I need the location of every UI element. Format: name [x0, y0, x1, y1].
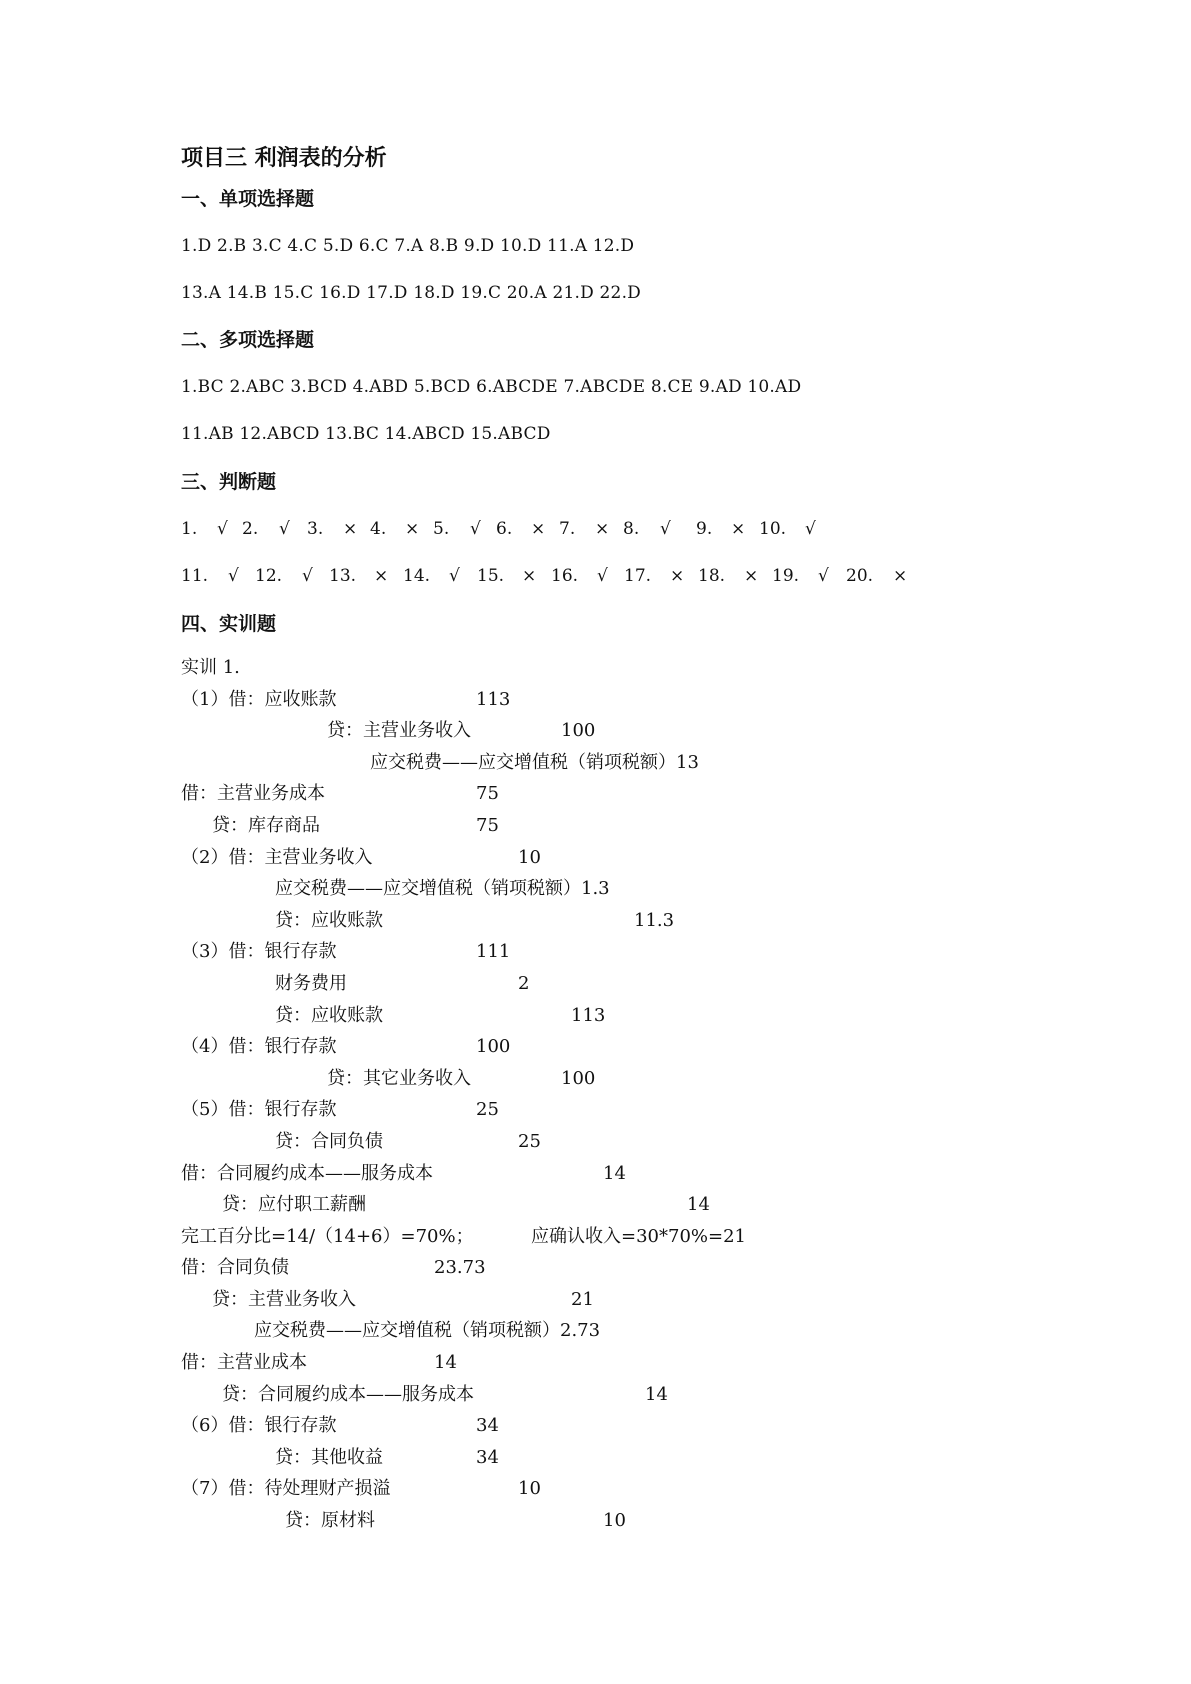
- journal-line-text: 应交税费——应交增值税（销项税额）13: [370, 751, 699, 773]
- journal-line: [0, 684, 1191, 716]
- section-heading-multiple-choice: 二、多项选择题: [181, 329, 315, 351]
- tf-number: 18.: [698, 566, 726, 586]
- journal-line-amount: 11.3: [634, 909, 675, 931]
- tf-mark: √: [470, 519, 481, 539]
- practice-label-line: [0, 652, 1191, 684]
- multiple-choice-answers-line-2: 11.AB 12.ABCD 13.BC 14.ABCD 15.ABCD: [181, 424, 551, 444]
- journal-line-text: 贷：其他收益: [275, 1446, 383, 1468]
- journal-line-text: 应交税费——应交增值税（销项税额）2.73: [254, 1320, 601, 1342]
- tf-mark: √: [217, 519, 228, 539]
- journal-line-amount: 14: [603, 1162, 626, 1184]
- tf-mark: √: [302, 566, 313, 586]
- tf-mark: √: [279, 519, 290, 539]
- journal-line-text: 完工百分比=14/（14+6）=70%；: [181, 1225, 474, 1247]
- journal-line-amount: 23.73: [434, 1257, 486, 1279]
- journal-line-amount: 14: [434, 1352, 457, 1374]
- tf-number: 2.: [242, 519, 259, 539]
- journal-line-amount: 10: [518, 1478, 541, 1500]
- journal-line: [0, 1379, 1191, 1411]
- journal-line: [0, 1221, 1191, 1253]
- journal-line: [0, 747, 1191, 779]
- journal-line: [0, 968, 1191, 1000]
- tf-mark: ×: [522, 566, 537, 586]
- tf-mark: √: [228, 566, 239, 586]
- journal-line-text: 贷：应收账款: [275, 1004, 383, 1026]
- journal-line-text: 借：主营业务成本: [181, 783, 325, 805]
- journal-line: [0, 1000, 1191, 1032]
- tf-mark: ×: [893, 566, 908, 586]
- tf-number: 3.: [307, 519, 324, 539]
- tf-mark: √: [660, 519, 671, 539]
- tf-mark: √: [805, 519, 816, 539]
- journal-line-amount: 10: [518, 846, 541, 868]
- tf-mark: ×: [374, 566, 389, 586]
- journal-line: [0, 1252, 1191, 1284]
- journal-line-text: 贷：合同负债: [275, 1130, 383, 1152]
- page-title: 项目三 利润表的分析: [181, 146, 387, 171]
- single-choice-answers-line-1: 1.D 2.B 3.C 4.C 5.D 6.C 7.A 8.B 9.D 10.D 11.A 12.D: [181, 236, 635, 256]
- journal-line-amount: 113: [571, 1004, 606, 1026]
- tf-mark: ×: [744, 566, 759, 586]
- tf-mark: ×: [670, 566, 685, 586]
- tf-number: 12.: [255, 566, 283, 586]
- journal-line-text: 财务费用: [275, 972, 347, 994]
- journal-line: [0, 1410, 1191, 1442]
- tf-number: 16.: [551, 566, 579, 586]
- journal-line: [0, 1347, 1191, 1379]
- journal-line-amount: 113: [476, 688, 511, 710]
- tf-number: 4.: [370, 519, 387, 539]
- journal-line-text: 贷：其它业务收入: [327, 1067, 471, 1089]
- journal-line-text: 贷：应收账款: [275, 909, 383, 931]
- journal-line: [0, 873, 1191, 905]
- tf-mark: ×: [343, 519, 358, 539]
- journal-line-amount: 25: [476, 1099, 499, 1121]
- tf-mark: ×: [405, 519, 420, 539]
- journal-line: [0, 905, 1191, 937]
- true-false-answers-row-1: [181, 517, 981, 541]
- journal-line-text: （5）借：银行存款: [181, 1099, 337, 1121]
- journal-line-amount: 75: [476, 814, 499, 836]
- journal-line-text: 贷：库存商品: [212, 814, 320, 836]
- tf-number: 6.: [496, 519, 513, 539]
- journal-line-text: 贷：合同履约成本——服务成本: [222, 1383, 474, 1405]
- tf-number: 5.: [433, 519, 450, 539]
- journal-line-amount: 111: [476, 941, 511, 963]
- journal-line: [0, 715, 1191, 747]
- journal-line-amount: 75: [476, 783, 499, 805]
- journal-line-amount: 21: [571, 1288, 594, 1310]
- tf-number: 11.: [181, 566, 209, 586]
- journal-line-amount: 100: [476, 1036, 511, 1058]
- journal-line-text: 借：合同负债: [181, 1257, 289, 1279]
- journal-line-text: 贷：原材料: [285, 1510, 375, 1532]
- journal-line-text: （3）借：银行存款: [181, 941, 337, 963]
- journal-line-text: 应交税费——应交增值税（销项税额）1.3: [275, 878, 610, 900]
- journal-line: [0, 810, 1191, 842]
- journal-line: [0, 1063, 1191, 1095]
- journal-line: [0, 1158, 1191, 1190]
- tf-number: 9.: [696, 519, 713, 539]
- tf-number: 20.: [846, 566, 874, 586]
- journal-line: [0, 1094, 1191, 1126]
- tf-number: 17.: [624, 566, 652, 586]
- journal-entries: [0, 652, 1191, 1537]
- journal-line: [0, 936, 1191, 968]
- tf-mark: ×: [595, 519, 610, 539]
- journal-line-text: 贷：主营业务收入: [327, 720, 471, 742]
- journal-line-amount: 14: [645, 1383, 668, 1405]
- tf-mark: ×: [731, 519, 746, 539]
- journal-line-amount: 25: [518, 1130, 541, 1152]
- tf-number: 15.: [477, 566, 505, 586]
- section-heading-single-choice: 一、单项选择题: [181, 188, 315, 210]
- journal-line-text: （4）借：银行存款: [181, 1036, 337, 1058]
- journal-line: [0, 1315, 1191, 1347]
- journal-line-text: （1）借：应收账款: [181, 688, 337, 710]
- journal-line-amount: 14: [687, 1194, 710, 1216]
- tf-number: 19.: [772, 566, 800, 586]
- journal-line-amount: 2: [518, 972, 530, 994]
- journal-line-text: 贷：主营业务收入: [212, 1288, 356, 1310]
- journal-line: [0, 1284, 1191, 1316]
- journal-line-amount: 34: [476, 1415, 499, 1437]
- journal-line-amount: 10: [603, 1510, 626, 1532]
- journal-line: [0, 842, 1191, 874]
- journal-line-amount: 100: [561, 720, 596, 742]
- journal-line-text: （7）借：待处理财产损溢: [181, 1478, 391, 1500]
- tf-mark: ×: [531, 519, 546, 539]
- journal-line-amount: 34: [476, 1446, 499, 1468]
- journal-line: [0, 778, 1191, 810]
- tf-number: 14.: [403, 566, 431, 586]
- true-false-answers-row-2: [181, 564, 981, 588]
- multiple-choice-answers-line-1: 1.BC 2.ABC 3.BCD 4.ABD 5.BCD 6.ABCDE 7.ABCDE 8.CE 9.AD 10.AD: [181, 377, 802, 397]
- journal-line: [0, 1473, 1191, 1505]
- tf-number: 13.: [329, 566, 357, 586]
- journal-line-amount: 应确认收入=30*70%=21: [531, 1225, 746, 1247]
- journal-line-text: 借：主营业成本: [181, 1352, 307, 1374]
- tf-mark: √: [449, 566, 460, 586]
- journal-line-text: 借：合同履约成本——服务成本: [181, 1162, 433, 1184]
- journal-line: [0, 1189, 1191, 1221]
- tf-mark: √: [597, 566, 608, 586]
- tf-number: 8.: [623, 519, 640, 539]
- practice-label: 实训 1.: [181, 657, 240, 678]
- tf-mark: √: [818, 566, 829, 586]
- journal-line: [0, 1505, 1191, 1537]
- journal-line-amount: 100: [561, 1067, 596, 1089]
- section-heading-true-false: 三、判断题: [181, 471, 277, 493]
- tf-number: 10.: [759, 519, 787, 539]
- journal-line-text: （2）借：主营业务收入: [181, 846, 373, 868]
- journal-line-text: 贷：应付职工薪酬: [222, 1194, 366, 1216]
- tf-number: 1.: [181, 519, 198, 539]
- journal-line: [0, 1442, 1191, 1474]
- single-choice-answers-line-2: 13.A 14.B 15.C 16.D 17.D 18.D 19.C 20.A 21.D 22.D: [181, 283, 642, 303]
- journal-line: [0, 1031, 1191, 1063]
- journal-line: [0, 1126, 1191, 1158]
- tf-number: 7.: [559, 519, 576, 539]
- journal-line-text: （6）借：银行存款: [181, 1415, 337, 1437]
- section-heading-practice: 四、实训题: [181, 613, 277, 635]
